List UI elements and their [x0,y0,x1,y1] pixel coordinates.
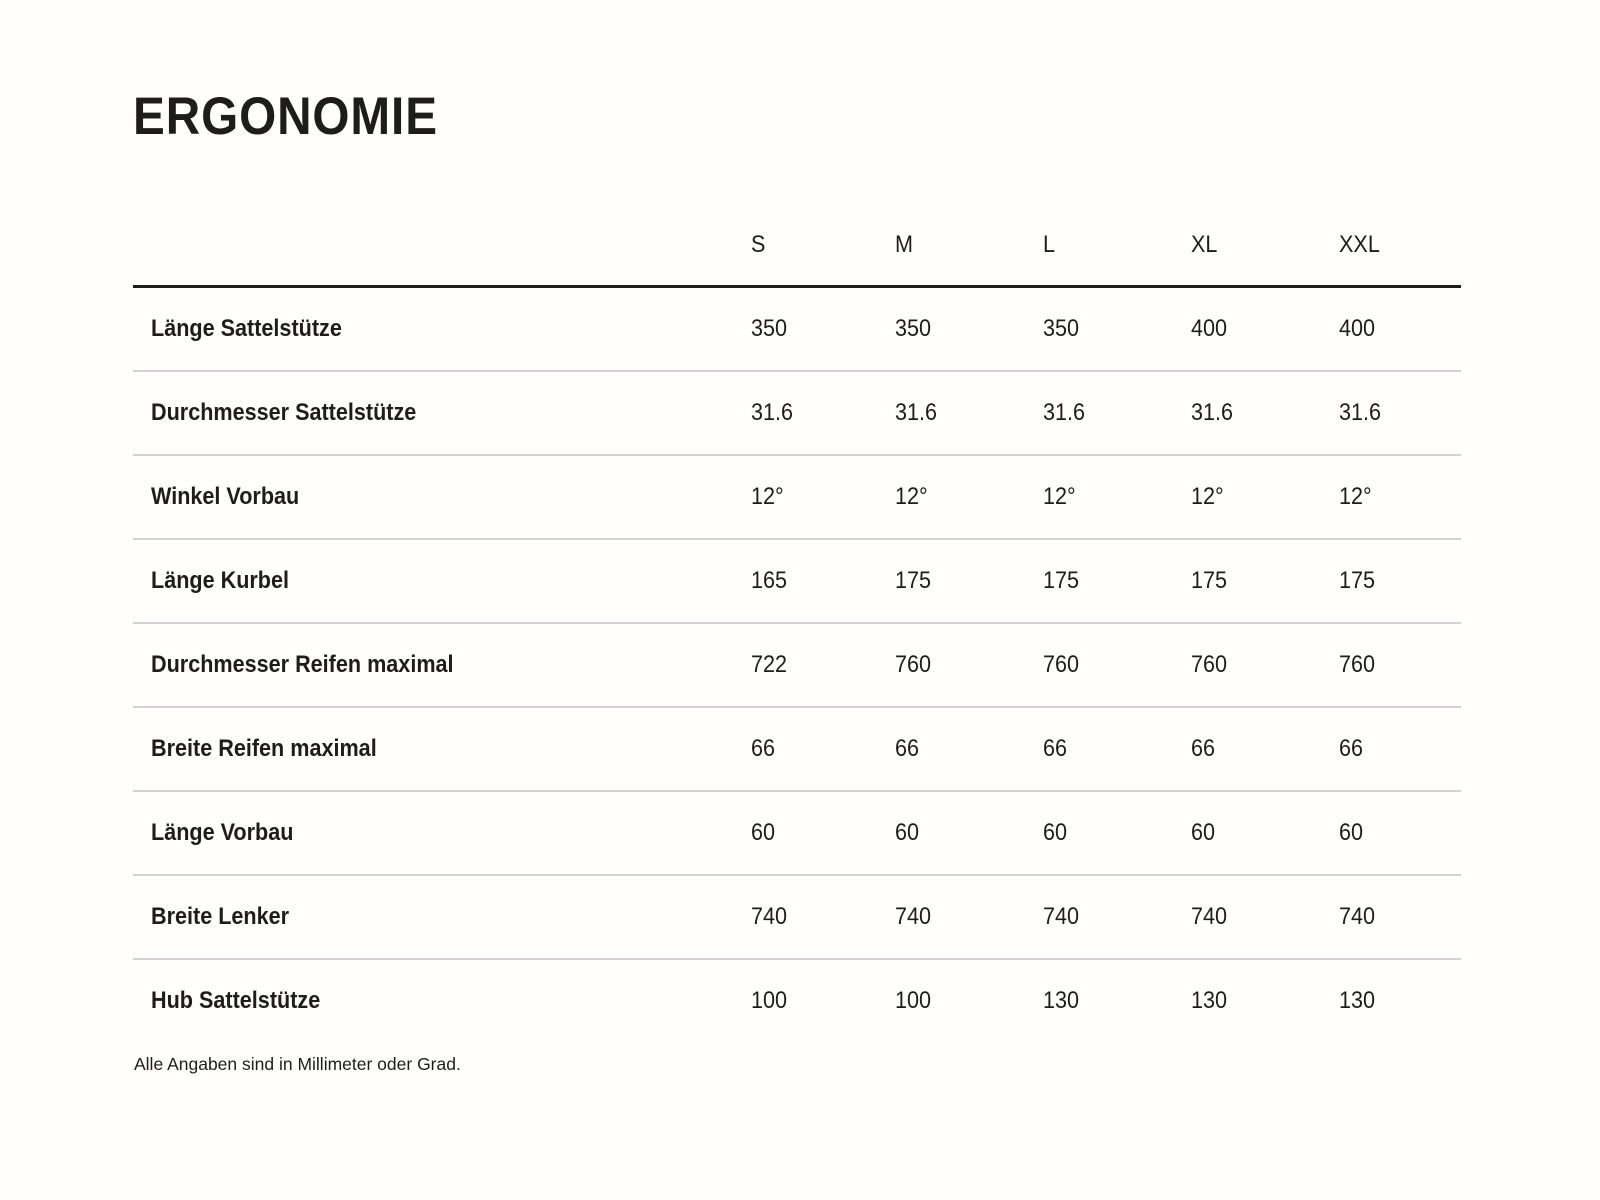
value-cell-m [895,483,1043,511]
row-label-cell [133,315,751,343]
cell-value: 31.6 [1043,399,1086,426]
cell-value: 175 [1191,567,1228,594]
cell-value: 740 [751,903,788,930]
table-header-row [133,205,1461,288]
cell-value: 175 [1339,567,1376,594]
value-cell-xxl [1339,819,1461,847]
table-row-laenge-vorbau [133,792,1461,876]
cell-value: 760 [1191,651,1228,678]
value-cell-l [1043,987,1191,1015]
cell-value: 350 [895,315,932,342]
page-title: ERGONOMIE [133,87,438,146]
row-label: Winkel Vorbau [151,483,300,510]
row-label-cell [133,735,751,763]
value-cell-s [751,567,895,595]
value-cell-xl [1191,399,1339,427]
value-cell-xxl [1339,567,1461,595]
value-cell-xxl [1339,399,1461,427]
table-row-laenge-kurbel [133,540,1461,624]
value-cell-l [1043,903,1191,931]
cell-value: 12° [1191,483,1224,510]
cell-value: 760 [1339,651,1376,678]
value-cell-m [895,819,1043,847]
value-cell-l [1043,735,1191,763]
column-header-xl [1191,231,1339,259]
table-row-hub-sattelstuetze [133,960,1461,1042]
value-cell-s [751,903,895,931]
cell-value: 740 [1043,903,1080,930]
row-label: Breite Reifen maximal [151,735,377,762]
column-header-label: L [1043,231,1056,258]
cell-value: 350 [751,315,788,342]
cell-value: 100 [895,987,932,1014]
row-label: Durchmesser Reifen maximal [151,651,454,678]
value-cell-m [895,399,1043,427]
table-row-laenge-sattelstuetze [133,288,1461,372]
value-cell-xl [1191,819,1339,847]
cell-value: 400 [1339,315,1376,342]
cell-value: 740 [895,903,932,930]
cell-value: 350 [1043,315,1080,342]
row-label-cell [133,483,751,511]
cell-value: 66 [1339,735,1364,762]
row-label-cell [133,819,751,847]
cell-value: 165 [751,567,788,594]
cell-value: 400 [1191,315,1228,342]
table-row-breite-reifen-maximal [133,708,1461,792]
cell-value: 31.6 [1191,399,1234,426]
value-cell-s [751,819,895,847]
column-header-label: XXL [1339,231,1380,258]
cell-value: 760 [895,651,932,678]
value-cell-xxl [1339,483,1461,511]
value-cell-xl [1191,987,1339,1015]
value-cell-xl [1191,651,1339,679]
cell-value: 66 [895,735,920,762]
table-row-durchmesser-reifen-maximal [133,624,1461,708]
cell-value: 760 [1043,651,1080,678]
value-cell-l [1043,651,1191,679]
value-cell-xxl [1339,903,1461,931]
cell-value: 175 [895,567,932,594]
value-cell-xl [1191,735,1339,763]
cell-value: 740 [1339,903,1376,930]
cell-value: 60 [895,819,920,846]
column-header-xxl [1339,231,1461,259]
row-label-cell [133,903,751,931]
value-cell-xxl [1339,315,1461,343]
cell-value: 66 [1191,735,1216,762]
cell-value: 60 [1043,819,1068,846]
value-cell-m [895,987,1043,1015]
ergonomics-table [133,205,1461,1042]
row-label-cell [133,651,751,679]
column-header-label: S [751,231,766,258]
cell-value: 31.6 [751,399,794,426]
cell-value: 31.6 [1339,399,1382,426]
row-label: Durchmesser Sattelstütze [151,399,417,426]
row-label-cell [133,987,751,1015]
cell-value: 12° [1043,483,1076,510]
value-cell-l [1043,567,1191,595]
row-label-cell [133,399,751,427]
cell-value: 100 [751,987,788,1014]
value-cell-l [1043,483,1191,511]
cell-value: 12° [1339,483,1372,510]
value-cell-s [751,987,895,1015]
row-label: Breite Lenker [151,903,290,930]
value-cell-xl [1191,315,1339,343]
value-cell-l [1043,819,1191,847]
cell-value: 130 [1339,987,1376,1014]
cell-value: 31.6 [895,399,938,426]
value-cell-m [895,567,1043,595]
value-cell-s [751,651,895,679]
table-row-winkel-vorbau [133,456,1461,540]
cell-value: 130 [1191,987,1228,1014]
value-cell-s [751,735,895,763]
column-header-l [1043,231,1191,259]
units-footnote: Alle Angaben sind in Millimeter oder Grad. [134,1054,461,1074]
value-cell-s [751,483,895,511]
cell-value: 12° [895,483,928,510]
cell-value: 60 [1339,819,1364,846]
value-cell-xl [1191,903,1339,931]
value-cell-xl [1191,567,1339,595]
value-cell-xxl [1339,987,1461,1015]
column-header-label: M [895,231,913,258]
column-header-label: XL [1191,231,1218,258]
row-label: Hub Sattelstütze [151,987,321,1014]
cell-value: 130 [1043,987,1080,1014]
value-cell-l [1043,399,1191,427]
cell-value: 60 [1191,819,1216,846]
value-cell-xl [1191,483,1339,511]
cell-value: 60 [751,819,776,846]
row-label: Länge Sattelstütze [151,315,342,342]
value-cell-m [895,315,1043,343]
value-cell-m [895,651,1043,679]
value-cell-xxl [1339,735,1461,763]
cell-value: 66 [751,735,776,762]
value-cell-m [895,903,1043,931]
column-header-m [895,231,1043,259]
cell-value: 66 [1043,735,1068,762]
table-row-breite-lenker [133,876,1461,960]
cell-value: 12° [751,483,784,510]
value-cell-s [751,399,895,427]
cell-value: 722 [751,651,788,678]
table-row-durchmesser-sattelstuetze [133,372,1461,456]
cell-value: 175 [1043,567,1080,594]
value-cell-l [1043,315,1191,343]
row-label: Länge Vorbau [151,819,294,846]
value-cell-xxl [1339,651,1461,679]
row-label-cell [133,567,751,595]
value-cell-s [751,315,895,343]
row-label: Länge Kurbel [151,567,290,594]
value-cell-m [895,735,1043,763]
cell-value: 740 [1191,903,1228,930]
column-header-s [751,231,895,259]
